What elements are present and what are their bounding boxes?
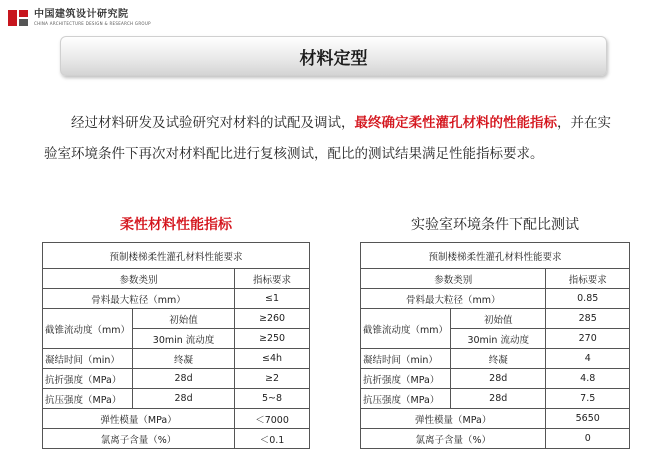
row-value: 5650 bbox=[546, 409, 630, 429]
row-sublabel: 28d bbox=[133, 389, 235, 409]
row-value: 285 bbox=[546, 309, 630, 329]
row-sublabel: 终凝 bbox=[451, 349, 546, 369]
para-highlight: 最终确定柔性灌孔材料的性能指标 bbox=[354, 115, 557, 131]
company-logo bbox=[8, 8, 151, 28]
row-label: 骨料最大粒径（mm） bbox=[361, 289, 546, 309]
row-value: ≤4h bbox=[235, 349, 310, 369]
table-row bbox=[43, 429, 310, 449]
col-header-value: 指标要求 bbox=[546, 269, 630, 289]
row-value: 4.8 bbox=[546, 369, 630, 389]
table-caption: 预制楼梯柔性灌孔材料性能要求 bbox=[361, 243, 630, 269]
col-header-param: 参数类别 bbox=[43, 269, 235, 289]
row-label: 截锥流动度（mm） bbox=[361, 309, 451, 349]
table-row bbox=[361, 429, 630, 449]
para-part1: 经过材料研发及试验研究对材料的试配及调试， bbox=[71, 115, 355, 131]
row-sublabel: 28d bbox=[451, 389, 546, 409]
row-value: 0 bbox=[546, 429, 630, 449]
table-row bbox=[361, 309, 630, 329]
right-table-heading: 实验室环境条件下配比测试 bbox=[411, 217, 579, 233]
page-title: 材料定型 bbox=[299, 48, 368, 69]
table-row bbox=[361, 369, 630, 389]
row-value: ≥2 bbox=[235, 369, 310, 389]
table-row bbox=[361, 289, 630, 309]
row-value: ＜0.1 bbox=[235, 429, 310, 449]
row-value: 5~8 bbox=[235, 389, 310, 409]
intro-paragraph bbox=[44, 108, 624, 170]
row-value: 7.5 bbox=[546, 389, 630, 409]
row-value: ＜7000 bbox=[235, 409, 310, 429]
row-value: 4 bbox=[546, 349, 630, 369]
col-header-value: 指标要求 bbox=[235, 269, 310, 289]
table-row bbox=[43, 289, 310, 309]
title-banner bbox=[60, 36, 607, 76]
table-row bbox=[43, 369, 310, 389]
row-sublabel: 30min 流动度 bbox=[451, 329, 546, 349]
table-caption-row bbox=[43, 243, 310, 269]
left-table-heading: 柔性材料性能指标 bbox=[120, 217, 232, 233]
col-header-param: 参数类别 bbox=[361, 269, 546, 289]
row-value: ≥260 bbox=[235, 309, 310, 329]
logo-cn-text: 中国建筑设计研究院 bbox=[34, 9, 129, 20]
row-label: 截锥流动度（mm） bbox=[43, 309, 133, 349]
row-value: 270 bbox=[546, 329, 630, 349]
row-sublabel: 30min 流动度 bbox=[133, 329, 235, 349]
row-label: 弹性模量（MPa） bbox=[361, 409, 546, 429]
row-sublabel: 28d bbox=[133, 369, 235, 389]
table-row bbox=[361, 389, 630, 409]
table-caption: 预制楼梯柔性灌孔材料性能要求 bbox=[43, 243, 310, 269]
row-label: 抗折强度（MPa） bbox=[361, 369, 451, 389]
row-value: 0.85 bbox=[546, 289, 630, 309]
table-row bbox=[43, 389, 310, 409]
row-value: ≤1 bbox=[235, 289, 310, 309]
row-sublabel: 初始值 bbox=[133, 309, 235, 329]
right-test-table bbox=[360, 242, 630, 449]
row-label: 氯离子含量（%） bbox=[43, 429, 235, 449]
left-spec-table bbox=[42, 242, 310, 449]
row-label: 抗压强度（MPa） bbox=[43, 389, 133, 409]
table-row bbox=[361, 349, 630, 369]
logo-mark-icon bbox=[8, 8, 30, 28]
row-label: 骨料最大粒径（mm） bbox=[43, 289, 235, 309]
table-header-row bbox=[361, 269, 630, 289]
row-value: ≥250 bbox=[235, 329, 310, 349]
row-sublabel: 初始值 bbox=[451, 309, 546, 329]
logo-en-text: CHINA ARCHITECTURE DESIGN & RESEARCH GROUP bbox=[34, 21, 151, 26]
table-row bbox=[43, 349, 310, 369]
row-label: 抗压强度（MPa） bbox=[361, 389, 451, 409]
table-row bbox=[361, 409, 630, 429]
row-sublabel: 28d bbox=[451, 369, 546, 389]
row-label: 凝结时间（min） bbox=[361, 349, 451, 369]
table-row bbox=[43, 309, 310, 329]
row-sublabel: 终凝 bbox=[133, 349, 235, 369]
table-row bbox=[43, 409, 310, 429]
table-header-row bbox=[43, 269, 310, 289]
table-caption-row bbox=[361, 243, 630, 269]
row-label: 凝结时间（min） bbox=[43, 349, 133, 369]
para-part2: ，并在实验室环境条件下再次对材料配比进行复核测试，配比的测试结果满足性能指标要求。 bbox=[44, 115, 611, 162]
row-label: 氯离子含量（%） bbox=[361, 429, 546, 449]
row-label: 抗折强度（MPa） bbox=[43, 369, 133, 389]
row-label: 弹性模量（MPa） bbox=[43, 409, 235, 429]
